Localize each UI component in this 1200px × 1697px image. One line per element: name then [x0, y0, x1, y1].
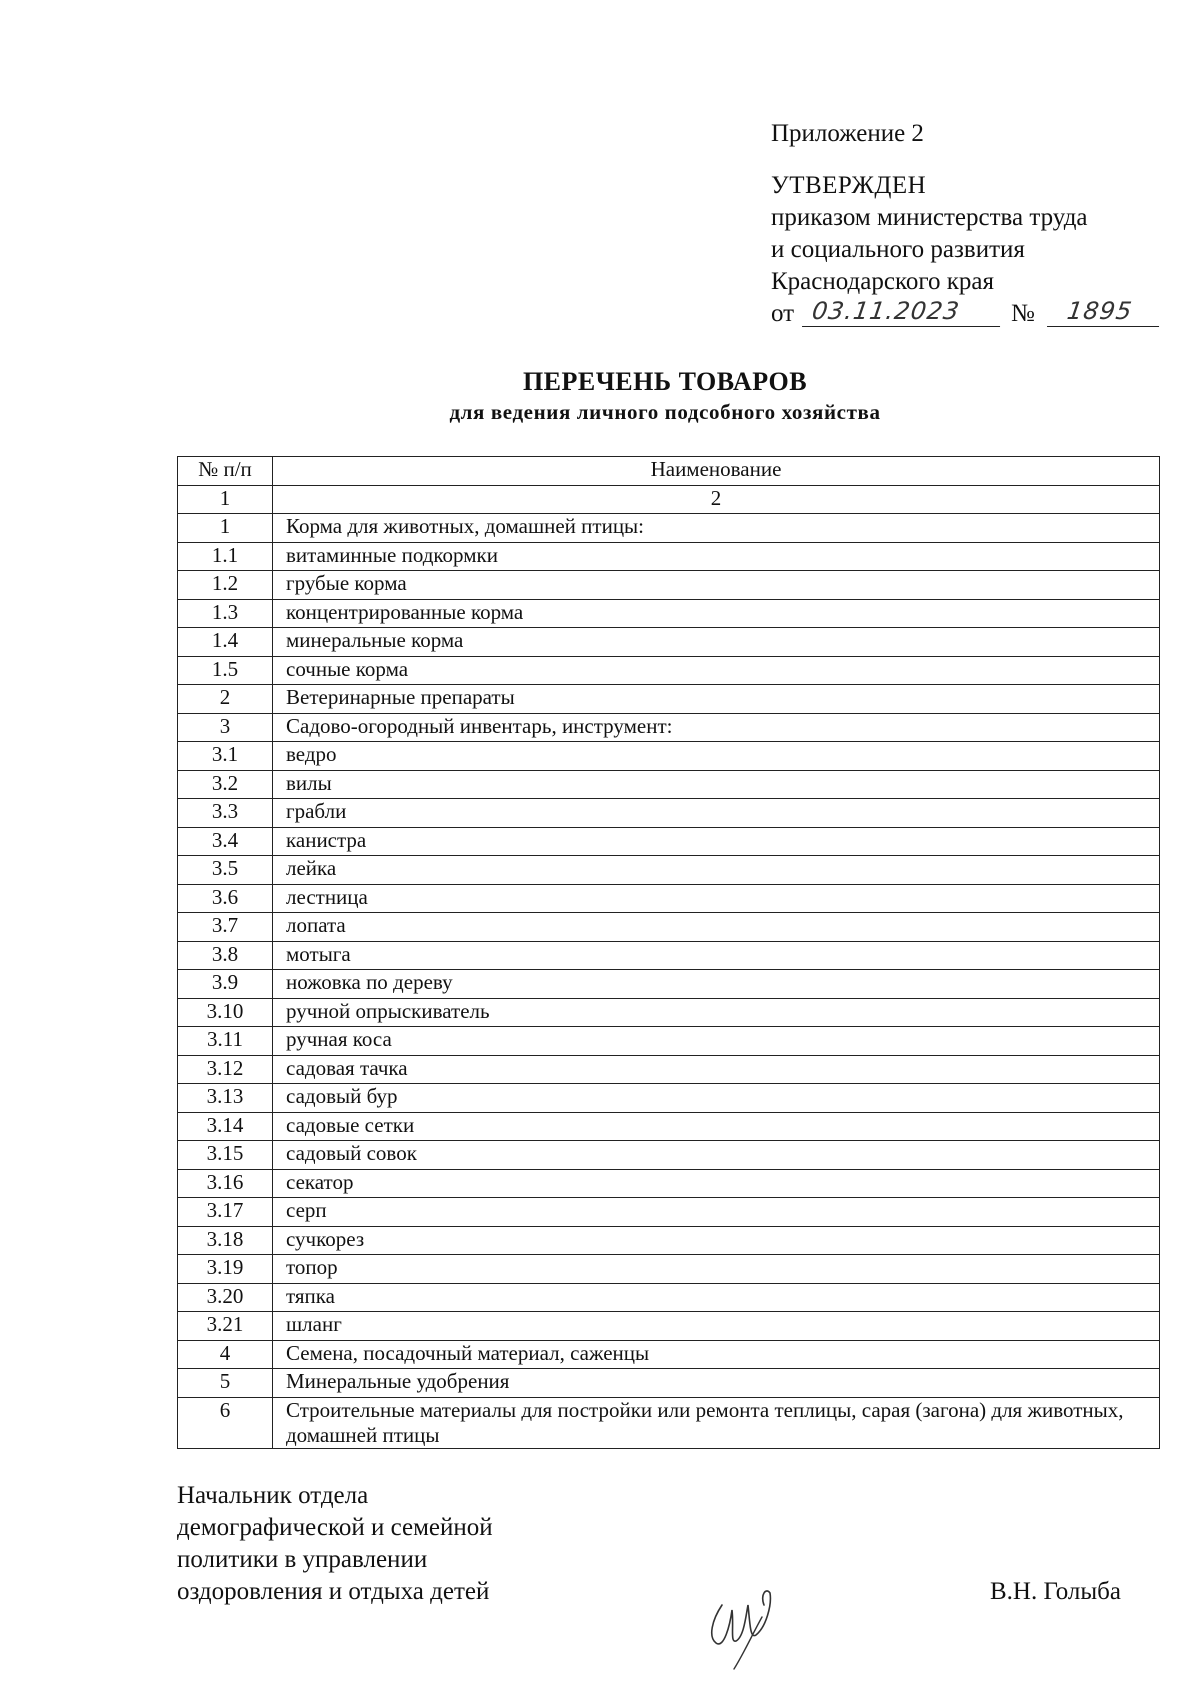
handwritten-signature: [700, 1565, 790, 1675]
table-body: [178, 514, 1160, 1449]
document-subtitle: для ведения личного подсобного хозяйства: [449, 400, 881, 424]
table-row: [178, 856, 1160, 885]
row-number: 1.5: [178, 656, 273, 685]
row-name: Семена, посадочный материал, саженцы: [273, 1340, 1160, 1369]
table-row: [178, 514, 1160, 543]
row-name: вилы: [273, 770, 1160, 799]
table-row: [178, 571, 1160, 600]
appendix-label: Приложение 2: [771, 120, 924, 147]
row-number: 3.10: [178, 998, 273, 1027]
table-row: [178, 770, 1160, 799]
row-name: ножовка по дереву: [273, 970, 1160, 999]
row-name: грубые корма: [273, 571, 1160, 600]
row-name: сочные корма: [273, 656, 1160, 685]
row-number: 1.3: [178, 599, 273, 628]
row-number: 1.2: [178, 571, 273, 600]
row-number: 3.12: [178, 1055, 273, 1084]
position-line: Начальник отдела: [177, 1482, 369, 1509]
order-date: 03.11.2023: [802, 298, 1004, 327]
position-line: оздоровления и отдыха детей: [177, 1578, 490, 1605]
row-number: 3.18: [178, 1226, 273, 1255]
position-line: политики в управлении: [177, 1546, 428, 1573]
row-number: 3: [178, 713, 273, 742]
row-number: 3.7: [178, 913, 273, 942]
row-number: 5: [178, 1369, 273, 1398]
number-label: №: [1011, 300, 1035, 327]
row-name: лопата: [273, 913, 1160, 942]
table-row: [178, 685, 1160, 714]
signer-name: В.Н. Голыба: [990, 1578, 1121, 1605]
table-row: [178, 1397, 1160, 1448]
row-number: 1: [178, 514, 273, 543]
row-name: тяпка: [273, 1283, 1160, 1312]
row-name: топор: [273, 1255, 1160, 1284]
row-name: мотыга: [273, 941, 1160, 970]
approval-line: приказом министерства труда: [771, 204, 1088, 231]
table-row: [178, 1312, 1160, 1341]
table-row: [178, 542, 1160, 571]
table-row: [178, 1169, 1160, 1198]
table-row: [178, 1226, 1160, 1255]
approval-line: Краснодарского края: [771, 268, 994, 295]
approval-block: [771, 118, 1161, 330]
row-number: 3.20: [178, 1283, 273, 1312]
row-name: садовый совок: [273, 1141, 1160, 1170]
table-row: [178, 713, 1160, 742]
row-name: серп: [273, 1198, 1160, 1227]
row-number: 3.8: [178, 941, 273, 970]
row-name: минеральные корма: [273, 628, 1160, 657]
approved-label: УТВЕРЖДЕН: [771, 172, 927, 199]
table-row: [178, 1055, 1160, 1084]
row-name: Ветеринарные препараты: [273, 685, 1160, 714]
goods-table: [177, 456, 1160, 1449]
document-title: ПЕРЕЧЕНЬ ТОВАРОВ: [522, 367, 808, 396]
position-line: демографической и семейной: [177, 1514, 493, 1541]
table-row: [178, 1084, 1160, 1113]
table-row: [178, 742, 1160, 771]
row-number: 3.3: [178, 799, 273, 828]
approval-line: и социального развития: [771, 236, 1025, 263]
row-name: витаминные подкормки: [273, 542, 1160, 571]
table-row: [178, 884, 1160, 913]
table-row: [178, 1112, 1160, 1141]
row-name: лейка: [273, 856, 1160, 885]
column-header-name: Наименование: [273, 457, 1160, 486]
table-row: [178, 1283, 1160, 1312]
table-row: [178, 1198, 1160, 1227]
column-number-2: 2: [273, 485, 1160, 514]
row-number: 1.4: [178, 628, 273, 657]
row-name: Корма для животных, домашней птицы:: [273, 514, 1160, 543]
row-number: 3.15: [178, 1141, 273, 1170]
table-row: [178, 1027, 1160, 1056]
row-name: Садово-огородный инвентарь, инструмент:: [273, 713, 1160, 742]
row-number: 4: [178, 1340, 273, 1369]
row-name: лестница: [273, 884, 1160, 913]
row-name: садовая тачка: [273, 1055, 1160, 1084]
signature-position: [177, 1480, 493, 1608]
table-row: [178, 1255, 1160, 1284]
row-name: сучкорез: [273, 1226, 1160, 1255]
row-number: 2: [178, 685, 273, 714]
row-number: 3.17: [178, 1198, 273, 1227]
column-number-1: 1: [178, 485, 273, 514]
row-number: 3.2: [178, 770, 273, 799]
row-number: 6: [178, 1397, 273, 1448]
table-row: [178, 970, 1160, 999]
row-number: 1.1: [178, 542, 273, 571]
order-number: 1895: [1047, 298, 1163, 327]
column-header-number: № п/п: [178, 457, 273, 486]
table-row: [178, 827, 1160, 856]
row-number: 3.1: [178, 742, 273, 771]
table-row: [178, 1141, 1160, 1170]
row-number: 3.5: [178, 856, 273, 885]
table-row: [178, 599, 1160, 628]
table-row: [178, 998, 1160, 1027]
row-name: ручной опрыскиватель: [273, 998, 1160, 1027]
row-name: садовый бур: [273, 1084, 1160, 1113]
table-row: [178, 799, 1160, 828]
row-name: садовые сетки: [273, 1112, 1160, 1141]
table-header-row: [178, 457, 1160, 486]
row-number: 3.13: [178, 1084, 273, 1113]
row-name: концентрированные корма: [273, 599, 1160, 628]
row-name: ведро: [273, 742, 1160, 771]
table-row: [178, 628, 1160, 657]
row-name: Минеральные удобрения: [273, 1369, 1160, 1398]
row-number: 3.9: [178, 970, 273, 999]
row-name: грабли: [273, 799, 1160, 828]
row-name: канистра: [273, 827, 1160, 856]
row-name: Строительные материалы для постройки или ремонта теплицы, сарая (загона) для животных, домашней птицы: [273, 1397, 1160, 1448]
order-date-number: [771, 298, 1161, 330]
table-row: [178, 656, 1160, 685]
row-name: секатор: [273, 1169, 1160, 1198]
table-row: [178, 1340, 1160, 1369]
row-name: шланг: [273, 1312, 1160, 1341]
table-row: [178, 1369, 1160, 1398]
row-number: 3.21: [178, 1312, 273, 1341]
row-number: 3.4: [178, 827, 273, 856]
table-column-numbers-row: [178, 485, 1160, 514]
row-number: 3.16: [178, 1169, 273, 1198]
row-number: 3.6: [178, 884, 273, 913]
table-row: [178, 913, 1160, 942]
date-label: от: [771, 300, 795, 327]
row-number: 3.11: [178, 1027, 273, 1056]
row-number: 3.14: [178, 1112, 273, 1141]
table-row: [178, 941, 1160, 970]
row-number: 3.19: [178, 1255, 273, 1284]
row-name: ручная коса: [273, 1027, 1160, 1056]
